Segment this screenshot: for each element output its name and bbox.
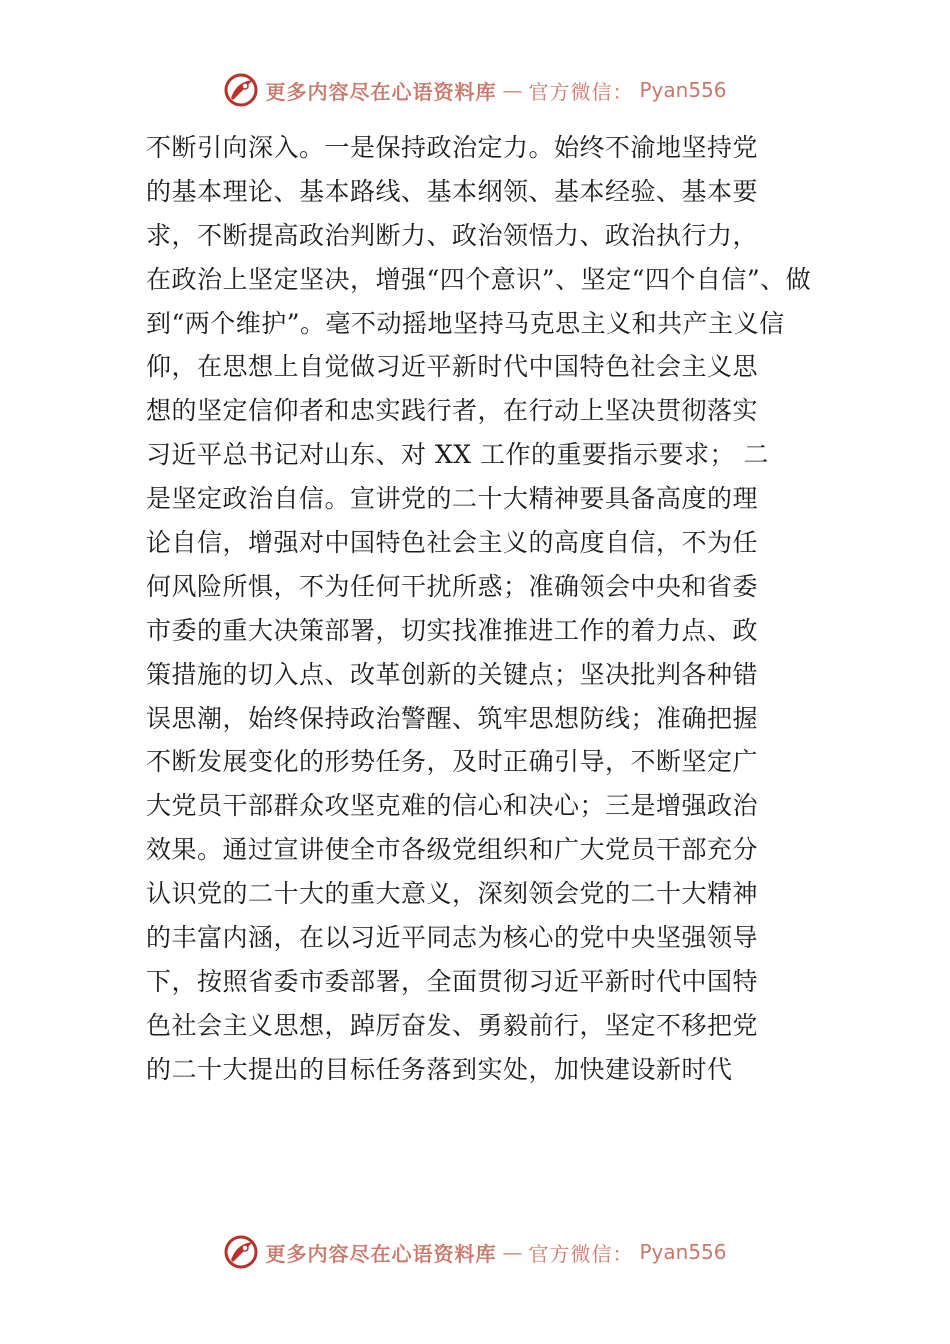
- body-line: 大党员干部群众攻坚克难的信心和决心；三是增强政治: [146, 791, 759, 821]
- banner-title: 更多内容尽在心语资料库: [265, 79, 497, 104]
- header-banner: [0, 70, 950, 110]
- body-line: 是坚定政治自信。宣讲党的二十大精神要具备高度的理: [146, 484, 759, 514]
- body-line: 想的坚定信仰者和忠实践行者，在行动上坚决贯彻落实: [146, 396, 759, 426]
- body-line: 的丰富内涵，在以习近平同志为核心的党中央坚强领导: [146, 923, 759, 953]
- body-line: 策措施的切入点、改革创新的关键点；坚决批判各种错: [146, 659, 759, 689]
- body-line: 的基本理论、基本路线、基本纲领、基本经验、基本要: [146, 176, 759, 206]
- body-line: 效果。通过宣讲使全市各级党组织和广大党员干部充分: [146, 835, 759, 865]
- body-line: 论自信，增强对中国特色社会主义的高度自信，不为任: [146, 528, 759, 558]
- body-line: 认识党的二十大的重大意义，深刻领会党的二十大精神: [146, 879, 759, 909]
- banner-dash: —: [502, 1240, 523, 1264]
- banner-wechat-id: Pyan556: [639, 78, 727, 102]
- body-line: 不断引向深入。一是保持政治定力。始终不渝地坚持党: [146, 133, 759, 162]
- body-line: 不断发展变化的形势任务，及时正确引导，不断坚定广: [146, 747, 759, 777]
- logo-icon: [223, 1234, 259, 1270]
- body-line: 求，不断提高政治判断力、政治领悟力、政治执行力，: [146, 220, 759, 250]
- body-line: 的二十大提出的目标任务落到实处，加快建设新时代: [146, 1054, 733, 1084]
- banner-title: 更多内容尽在心语资料库: [265, 1241, 497, 1266]
- body-line: 在政治上坚定坚决，增强“四个意识”、坚定“四个自信”、做: [146, 264, 812, 294]
- body-line: 到“两个维护”。毫不动摇地坚持马克思主义和共产主义信: [146, 308, 785, 338]
- banner-wechat-label: 官方微信：: [528, 79, 634, 104]
- body-line: 下，按照省委市委部署，全面贯彻习近平新时代中国特: [146, 966, 759, 996]
- banner-dash: —: [502, 78, 523, 102]
- logo-icon: [223, 72, 259, 108]
- banner-wechat-id: Pyan556: [639, 1240, 727, 1264]
- body-line: 仰，在思想上自觉做习近平新时代中国特色社会主义思: [146, 352, 759, 382]
- document-body: [146, 126, 846, 1092]
- body-line: 习近平总书记对山东、对 XX 工作的重要指示要求； 二: [146, 440, 769, 470]
- body-line: 何风险所惧，不为任何干扰所惑；准确领会中央和省委: [146, 571, 759, 601]
- footer-banner: [0, 1232, 950, 1272]
- body-line: 市委的重大决策部署，切实找准推进工作的着力点、政: [146, 615, 759, 645]
- body-line: 误思潮，始终保持政治警醒、筑牢思想防线；准确把握: [146, 703, 759, 733]
- body-line: 色社会主义思想，踔厉奋发、勇毅前行，坚定不移把党: [146, 1010, 759, 1040]
- banner-wechat-label: 官方微信：: [528, 1241, 634, 1266]
